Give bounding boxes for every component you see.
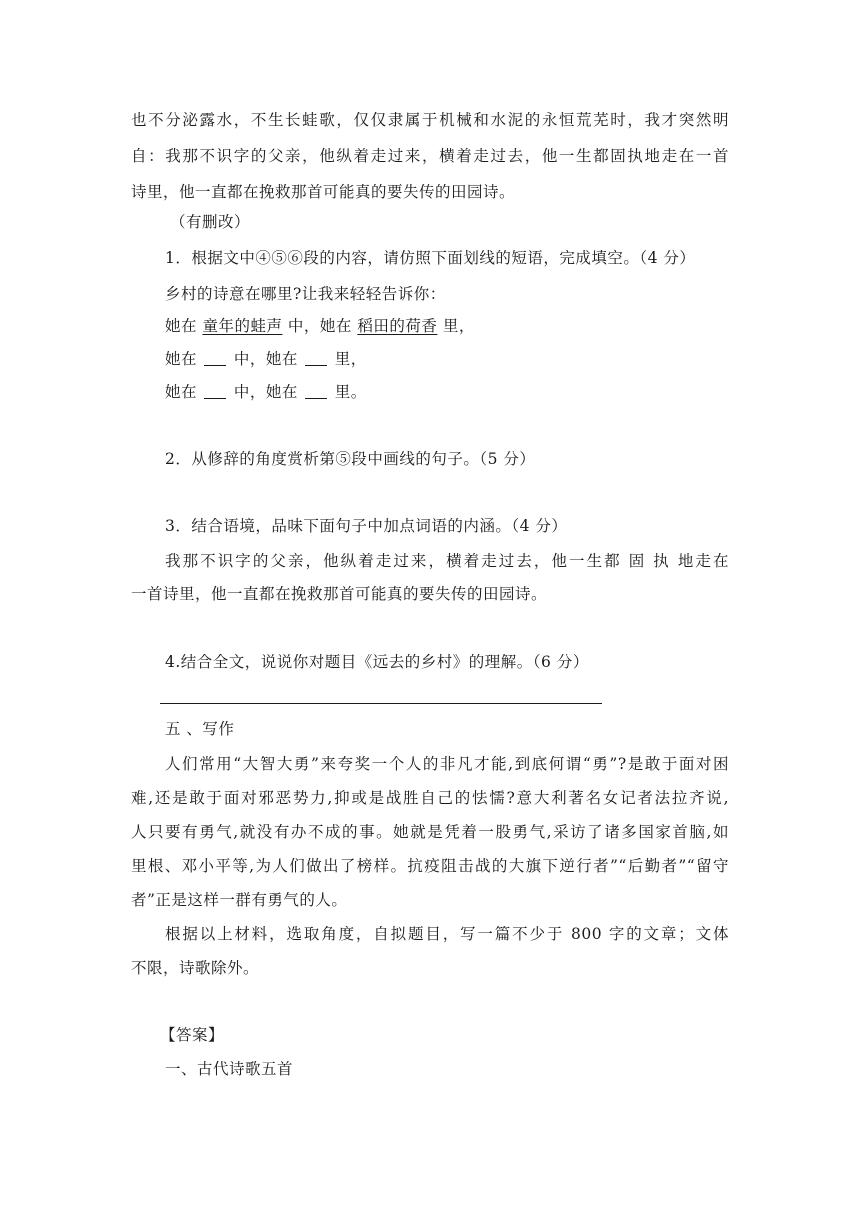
answer-section-1-heading: 一、古代诗歌五首	[165, 1060, 294, 1078]
writing-heading: 五 、写作	[165, 720, 235, 738]
answer-line[interactable]	[160, 703, 602, 704]
writing-paragraph-2-line-2: 不限，诗歌除外。	[131, 959, 260, 977]
passage-line-3: 诗里，他一直都在挽救那首可能真的要失传的田园诗。	[131, 183, 516, 201]
answer-blank[interactable]	[305, 384, 327, 399]
fill-text: 她在	[165, 317, 198, 335]
writing-paragraph-1-line-1: 人们常用“大智大勇”来夸奖一个人的非凡才能,到底何谓“勇”?是敢于面对困	[165, 755, 729, 773]
question-2-prompt: 2．从修辞的角度赏析第⑤段中画线的句子。（5 分）	[165, 450, 536, 468]
question-3-quote-line-2: 一首诗里，他一直都在挽救那首可能真的要失传的田园诗。	[131, 585, 548, 603]
fill-text: 她在	[165, 350, 198, 368]
question-3-prompt: 3．结合语境，品味下面句子中加点词语的内涵。（4 分）	[165, 517, 568, 535]
example-phrase-1: 童年的蛙声	[202, 317, 283, 335]
example-phrase-2: 稻田的荷香	[357, 317, 438, 335]
fill-text: 中，她在	[233, 350, 298, 368]
fill-row-1	[165, 316, 475, 336]
answer-blank[interactable]	[305, 351, 327, 366]
question-1-intro: 乡村的诗意在哪里?让我来轻轻告诉你：	[165, 285, 446, 303]
answer-blank[interactable]	[204, 351, 226, 366]
fill-text: 中，她在	[287, 317, 352, 335]
answer-blank[interactable]	[204, 384, 226, 399]
question-1-prompt: 1．根据文中④⑤⑥段的内容，请仿照下面划线的短语，完成填空。（4 分）	[165, 249, 696, 267]
fill-text: 里。	[334, 383, 367, 401]
fill-text: 里，	[334, 350, 367, 368]
answer-heading: 【答案】	[160, 1026, 225, 1044]
source-note: （有删改）	[170, 213, 251, 231]
writing-paragraph-1-line-2: 难,还是敢于面对邪恶势力,抑或是战胜自己的怯懦?意大利著名女记者法拉齐说,	[131, 789, 729, 807]
fill-text: 中，她在	[233, 383, 298, 401]
passage-line-2: 自：我那不识字的父亲，他纵着走过来，横着走过去，他一生都固执地走在一首	[131, 147, 729, 165]
question-3-quote-line-1: 我那不识字的父亲，他纵着走过来，横着走过去，他一生都 固 执 地走在	[165, 552, 729, 570]
passage-line-1: 也不分泌露水，不生长蛙歌，仅仅隶属于机械和水泥的永恒荒芜时，我才突然明	[131, 111, 729, 129]
writing-paragraph-1-line-5: 者”正是这样一群有勇气的人。	[131, 891, 348, 909]
writing-paragraph-1-line-4: 里根、邓小平等,为人们做出了榜样。抗疫阻击战的大旗下逆行者”“后勤者”“留守	[131, 857, 729, 875]
fill-text: 她在	[165, 383, 198, 401]
fill-row-2	[165, 349, 367, 369]
fill-row-3	[165, 382, 367, 402]
writing-paragraph-1-line-3: 人只要有勇气,就没有办不成的事。她就是凭着一股勇气,采访了诸多国家首脑,如	[131, 823, 729, 841]
fill-text: 里，	[442, 317, 475, 335]
question-4-prompt: 4.结合全文，说说你对题目《远去的乡村》的理解。（6 分）	[165, 653, 589, 671]
writing-paragraph-2-line-1: 根据以上材料，选取角度，自拟题目，写一篇不少于 800 字的文章；文体	[165, 925, 729, 943]
